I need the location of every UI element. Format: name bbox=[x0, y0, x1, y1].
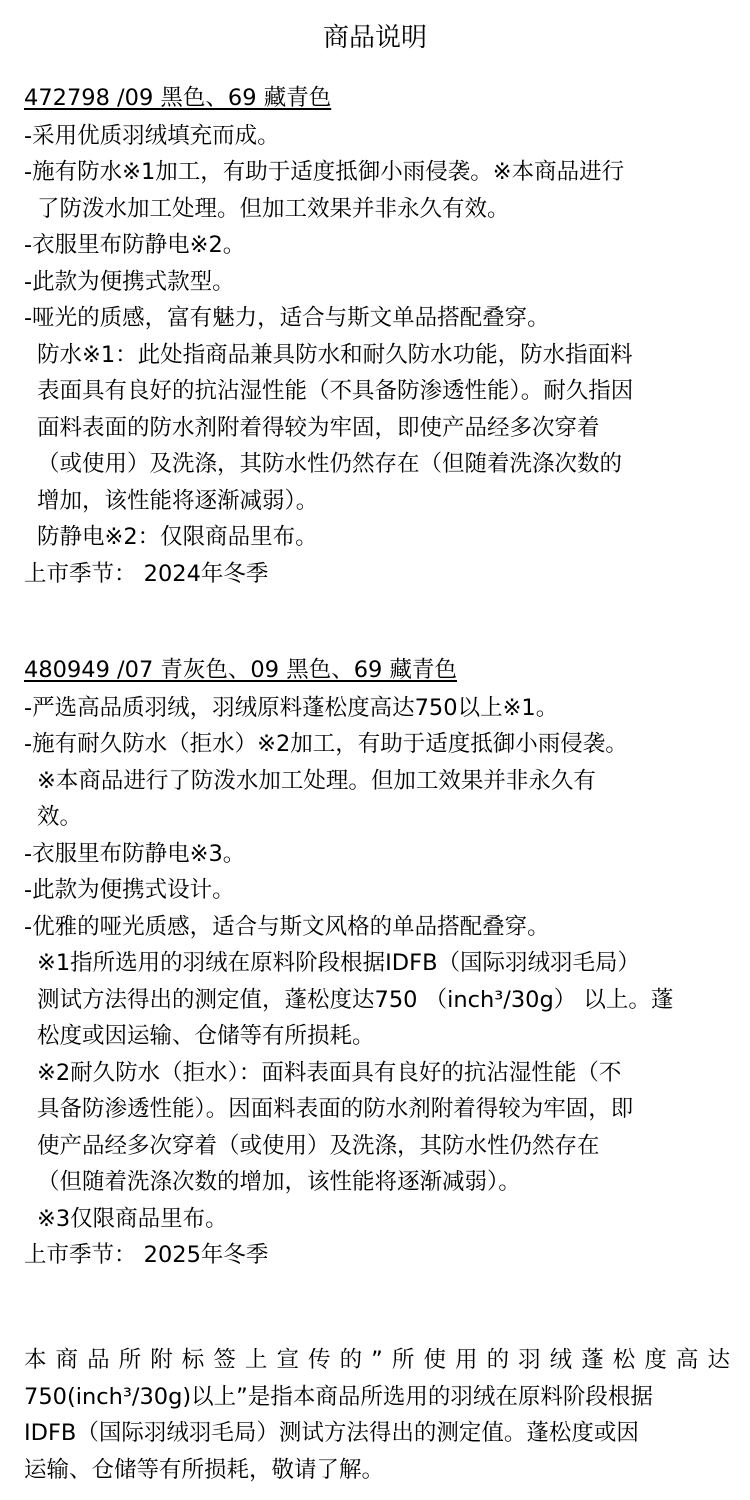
feature-line: -衣服里布防静电※2。 bbox=[24, 232, 246, 258]
feature-line: -此款为便携式设计。 bbox=[24, 877, 235, 903]
feature-line: 效。 bbox=[37, 804, 83, 830]
feature-line: -衣服里布防静电※3。 bbox=[24, 840, 246, 867]
feature-line: -哑光的质感，富有魅力，适合与斯文单品搭配叠穿。 bbox=[24, 305, 550, 331]
feature-line: -采用优质羽绒填充而成。 bbox=[24, 122, 280, 149]
feature-line: -优雅的哑光质感，适合与斯文风格的单品搭配叠穿。 bbox=[24, 913, 550, 940]
notice-line: 750(inch³/30g)以上”是指本商品所选用的羽绒在原料阶段根据 bbox=[24, 1383, 653, 1410]
footnote-line: ※2耐久防水（拒水）：面料表面具有良好的抗沾湿性能（不 bbox=[37, 1059, 622, 1086]
footnote-line: 面料表面的防水剂附着得较为牢固，即使产品经多次穿着 bbox=[37, 414, 600, 441]
footnote-line: 防静电※2：仅限商品里布。 bbox=[37, 524, 318, 550]
footnote-line: 测试方法得出的测定值，蓬松度达750 （inch³/30g） 以上。蓬 bbox=[37, 986, 674, 1013]
footnote-line: （但随着洗涤次数的增加，该性能将逐渐减弱）。 bbox=[37, 1169, 521, 1195]
footnote-line: ※1指所选用的羽绒在原料阶段根据IDFB（国际羽绒羽毛局） bbox=[37, 950, 641, 976]
feature-line: -施有耐久防水（拒水）※2加工，有助于适度抵御小雨侵袭。 bbox=[24, 731, 628, 757]
feature-line: -严选高品质羽绒，羽绒原料蓬松度高达750以上※1。 bbox=[24, 694, 559, 721]
product-section-472798 bbox=[0, 80, 750, 592]
footnote-line: 增加，该性能将逐渐减弱）。 bbox=[37, 487, 319, 514]
footnote-line: ※3仅限商品里布。 bbox=[37, 1205, 228, 1232]
footnote-line: 防水※1：此处指商品兼具防水和耐久防水功能，防水指面料 bbox=[37, 341, 633, 368]
notice-line: 本商品所附标签上宣传的”所使用的羽绒蓬松度高达 bbox=[24, 1347, 730, 1373]
page-title: 商品说明 bbox=[322, 23, 427, 53]
release-season: 上市季节： 2024年冬季 bbox=[24, 560, 269, 587]
notice-line: IDFB（国际羽绒羽毛局）测试方法得出的测定值。蓬松度或因 bbox=[24, 1420, 639, 1446]
product-code-header: 472798 /09 黑色、69 藏青色 bbox=[24, 85, 332, 111]
product-code-header: 480949 /07 青灰色、09 黑色、69 藏青色 bbox=[24, 657, 457, 683]
feature-line: -此款为便携式款型。 bbox=[24, 268, 235, 295]
footnote-line: 松度或因运输、仓储等有所损耗。 bbox=[37, 1023, 375, 1049]
product-section-480949 bbox=[0, 652, 750, 1274]
feature-line: ※本商品进行了防泼水加工处理。但加工效果并非永久有 bbox=[37, 767, 596, 794]
feature-line: 了防泼水加工处理。但加工效果并非永久有效。 bbox=[37, 195, 510, 222]
loft-notice bbox=[24, 1342, 730, 1488]
feature-line: -施有防水※1加工，有助于适度抵御小雨侵袭。※本商品进行 bbox=[24, 159, 625, 185]
footnote-line: 表面具有良好的抗沾湿性能（不具备防渗透性能）。耐久指因 bbox=[37, 378, 634, 404]
footnote-line: 使产品经多次穿着（或使用）及洗涤，其防水性仍然存在 bbox=[37, 1132, 600, 1159]
notice-line: 运输、仓储等有所损耗，敬请了解。 bbox=[24, 1456, 385, 1483]
footnote-line: 具备防渗透性能）。因面料表面的防水剂附着得较为牢固，即 bbox=[37, 1096, 634, 1122]
footnote-line: （或使用）及洗涤，其防水性仍然存在（但随着洗涤次数的 bbox=[37, 451, 623, 477]
release-season: 上市季节： 2025年冬季 bbox=[24, 1242, 269, 1268]
